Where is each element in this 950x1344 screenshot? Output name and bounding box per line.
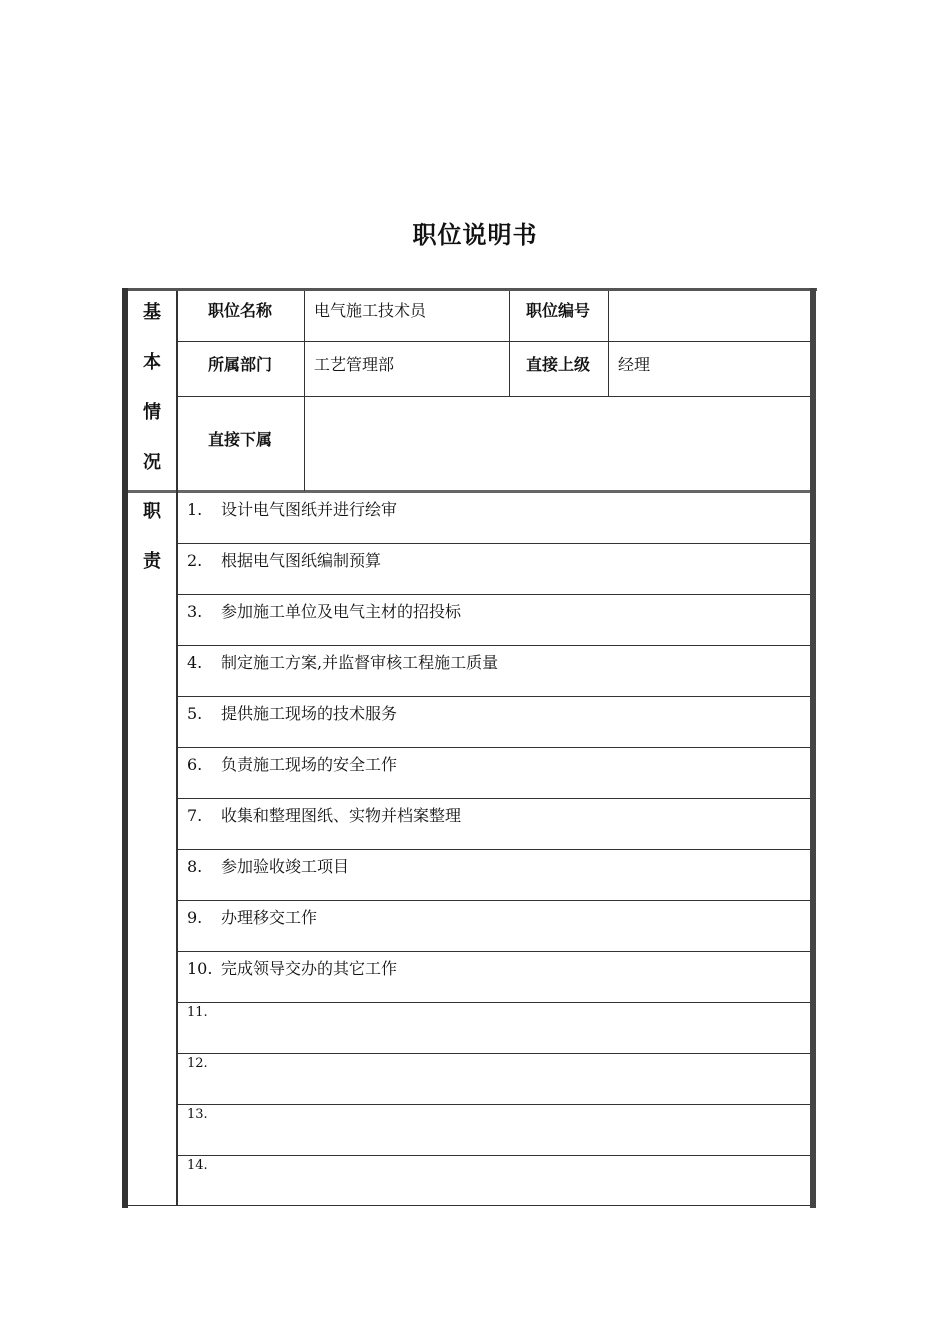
duty-item [187,548,381,571]
duty-item [187,752,397,775]
duty-number: 14. [187,1158,208,1173]
duty-row-divider [177,696,810,697]
duty-item [187,1107,221,1122]
section-char: 本 [143,352,161,373]
section-divider [128,490,810,493]
duty-row-divider [177,900,810,901]
duty-row-divider [177,1002,810,1003]
duty-item [187,803,461,826]
section-char: 情 [143,402,161,423]
section-column-divider [176,291,178,1206]
duty-number: 8. [187,857,203,876]
duty-item [187,701,397,724]
duty-number: 13. [187,1107,208,1122]
row-divider [177,341,810,342]
duty-item [187,1158,221,1173]
duty-text: 制定施工方案,并监督审核工程施工质量 [221,653,499,672]
duty-row-divider [177,798,810,799]
duty-text: 参加施工单位及电气主材的招投标 [221,602,462,621]
duty-row-divider [177,594,810,595]
supervisor-value: 经理 [618,355,651,374]
section-char: 职 [143,501,161,522]
duty-number: 4. [187,653,203,672]
duty-item [187,956,397,979]
duty-text: 收集和整理图纸、实物并档案整理 [221,806,462,825]
label-column-divider [304,291,305,491]
duty-number: 5. [187,704,203,723]
duty-item [187,497,397,520]
value-column-divider [509,291,510,397]
duty-text: 设计电气图纸并进行绘审 [221,500,398,519]
duty-number: 7. [187,806,203,825]
duty-text: 完成领导交办的其它工作 [221,959,398,978]
table-left-border [122,288,128,1208]
duty-row-divider [177,849,810,850]
duty-number: 2. [187,551,203,570]
duty-item [187,905,317,928]
duty-number: 6. [187,755,203,774]
duty-row-divider [177,543,810,544]
section-char: 责 [143,551,161,572]
department-value: 工艺管理部 [314,355,395,374]
duty-row-divider [177,1104,810,1105]
duty-row-divider [177,1053,810,1054]
duty-text: 根据电气图纸编制预算 [221,551,382,570]
table-bottom-border [128,1205,810,1206]
row-divider [177,396,810,397]
duty-text: 参加验收竣工项目 [221,857,350,876]
duty-item [187,854,349,877]
duty-item [187,1056,221,1071]
table-right-border [810,288,816,1208]
duty-item [187,1005,221,1020]
position-name-label: 职位名称 [208,301,273,320]
supervisor-label: 直接上级 [526,355,591,374]
duty-row-divider [177,1155,810,1156]
subordinates-label: 直接下属 [208,430,273,449]
duty-number: 9. [187,908,203,927]
department-label: 所属部门 [208,355,273,374]
duty-number: 3. [187,602,203,621]
duty-number: 1. [187,500,203,519]
label2-column-divider [608,291,609,397]
page-title: 职位说明书 [412,221,538,249]
position-name-value: 电气施工技术员 [314,301,427,320]
position-code-label: 职位编号 [526,301,591,320]
duty-text: 提供施工现场的技术服务 [221,704,398,723]
duty-text: 负责施工现场的安全工作 [221,755,398,774]
duty-text: 办理移交工作 [221,908,318,927]
duty-row-divider [177,951,810,952]
section-char: 况 [143,452,161,473]
duty-item [187,599,461,622]
duty-row-divider [177,747,810,748]
duty-number: 12. [187,1056,208,1071]
duty-row-divider [177,645,810,646]
section-char: 基 [143,302,161,323]
duty-number: 11. [187,1005,208,1020]
duty-number: 10. [187,959,213,978]
duty-item [187,650,498,673]
table-top-border [122,288,817,291]
